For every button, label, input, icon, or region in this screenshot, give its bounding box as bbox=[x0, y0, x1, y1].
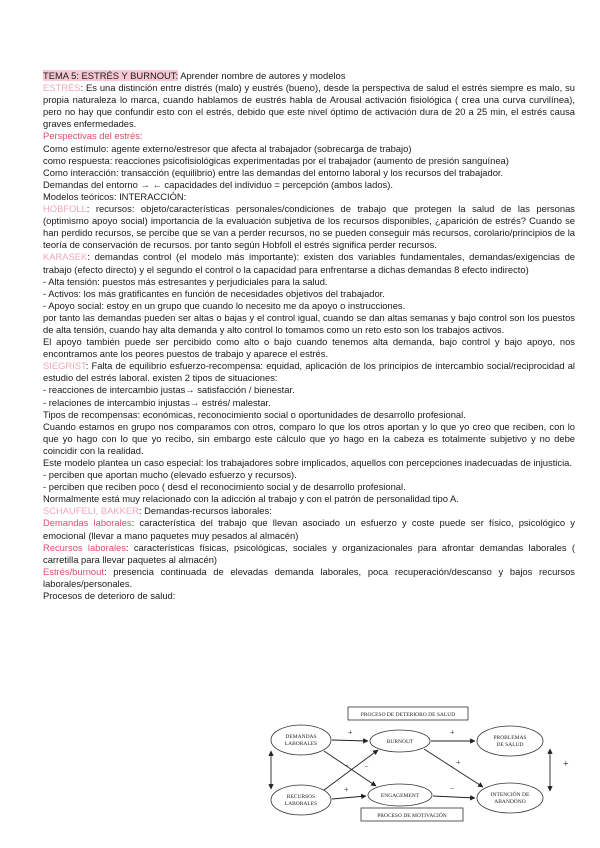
title-rest: Aprender nombre de autores y modelos bbox=[178, 70, 346, 81]
svg-text:ENGAGEMENT: ENGAGEMENT bbox=[380, 793, 420, 799]
term-schaufeli: SCHAUFELI, BAKKER bbox=[43, 505, 139, 517]
svg-text:DEMANDAS: DEMANDAS bbox=[285, 734, 317, 740]
model-item: - perciben que reciben poco ( desd el reconocimiento social y de desarrollo profesional. bbox=[43, 481, 406, 493]
stress-definition: ESTRÉS: Es una distinción entre distrés (malo) y eustrés (bueno), desde la perspectiva de salud el estrés siempre es malo, su propia naturaleza lo marca, cuando hablamos de eustrés habla de Arousal activación fisiológica ( crea una curva curvilínea), pero no hay que confundir esto con el estrés, debido que este nivel óptimo de activación dura de 20 a 25 min, el estrés causa graves enfermedades. bbox=[43, 82, 575, 130]
perspective-line: Demandas del entorno → ← capacidades del individuo = percepción (ambos lados). bbox=[43, 178, 393, 190]
schaufeli-line: SCHAUFELI, BAKKER: Demandas-recursos laborales: bbox=[43, 505, 272, 517]
model-item: - perciben que aportan mucho (elevado esfuerzo y recursos). bbox=[43, 469, 297, 481]
karasek-item: - Activos: los más gratificantes en función de necesidades objetivos del trabajador. bbox=[43, 287, 385, 299]
term-hobfoll: HOBFOLL bbox=[43, 203, 87, 215]
siegrist-item: - reacciones de intercambio justas→ satisfacción / bienestar. bbox=[43, 384, 295, 396]
svg-text:RECURSOS: RECURSOS bbox=[286, 794, 316, 800]
node-recursos bbox=[271, 785, 331, 815]
arrow-recursos-engagement bbox=[332, 796, 366, 799]
comparison-paragraph: Cuando estamos en grupo nos comparamos con otros, comparo lo que los otros aportan y lo que yo creo que reciben, con lo que yo hago con lo que yo recibo, sin embargo este cálculo que yo hago en la cabeza es totalmente subjetivo y no debe coincidir con la realidad. bbox=[43, 420, 575, 456]
term-siegrist: SIEGRIST bbox=[43, 360, 86, 372]
sign-plus: + bbox=[344, 785, 349, 794]
perspective-line: Modelos teóricos: INTERACCIÓN: bbox=[43, 190, 187, 202]
sign-minus: − bbox=[344, 761, 349, 770]
term-burnout: Estrés/burnout bbox=[43, 565, 104, 577]
node-demandas bbox=[271, 725, 331, 755]
svg-text:LABORALES: LABORALES bbox=[284, 741, 318, 747]
demandas-paragraph: Demandas laborales: característica del trabajo que llevan asociado un esfuerzo y coste puede ser físico, psicológico y emocional (llevar a mano paquetes muy pesados al almacén) bbox=[43, 517, 575, 541]
arrow-burnout-intencion bbox=[424, 749, 483, 787]
svg-text:PROBLEMAS: PROBLEMAS bbox=[493, 735, 527, 741]
svg-text:BURNOUT: BURNOUT bbox=[386, 739, 414, 745]
term-estres: ESTRÉS bbox=[43, 82, 81, 94]
siegrist-paragraph: SIEGRIST: Falta de equilibrio esfuerzo-recompensa: equidad, aplicación de los principios de intercambio social/reciprocidad al estudio del estrés laboral. existen 2 tipos de situaciones: bbox=[43, 360, 575, 384]
perspectives-heading: Perspectivas del estrés: bbox=[43, 130, 143, 142]
sign-plus: + bbox=[563, 759, 569, 770]
node-intencion bbox=[477, 783, 543, 813]
sign-plus: + bbox=[456, 758, 461, 767]
perspective-line: Como estímulo: agente externo/estresor que afecta al trabajador (sobrecarga de trabajo) bbox=[43, 142, 412, 154]
title-highlight: TEMA 5: ESTRÉS Y BURNOUT: bbox=[43, 70, 179, 81]
rewards-paragraph: Tipos de recompensas: económicas, reconocimiento social o oportunidades de desarrollo profesional. bbox=[43, 408, 466, 420]
support-paragraph: El apoyo también puede ser percibido como alto o bajo cuando tenemos alta demanda, bajo control y bajo apoyo, nos encontramos ante los peores puestos de trabajo y aparece el estrés. bbox=[43, 336, 575, 360]
processes-heading: Procesos de deterioro de salud: bbox=[43, 590, 176, 602]
karasek-paragraph: KARASEK: demandas control (el modelo más importante): existen dos variables fundamentales, demandas/exigencias de trabajo (efecto directo) y el segundo el control o la capacidad para enfrentarse a dichas demandas 8 efecto indirecto) bbox=[43, 251, 575, 275]
svg-text:ABANDONO: ABANDONO bbox=[494, 799, 526, 805]
sign-minus: − bbox=[450, 784, 455, 793]
motivation-process-label: PROCESO DE MOTIVACIÓN bbox=[377, 813, 447, 819]
jdr-model-diagram bbox=[258, 705, 588, 843]
sign-plus: + bbox=[348, 728, 353, 737]
svg-text:LABORALES: LABORALES bbox=[284, 801, 318, 807]
arrow-engagement-intencion bbox=[433, 796, 475, 798]
node-problemas bbox=[477, 726, 543, 756]
svg-text:INTENCIÓN DE: INTENCIÓN DE bbox=[490, 792, 530, 798]
term-demandas: Demandas laborales bbox=[43, 517, 132, 529]
recursos-paragraph: Recursos laborales: características físicas, psicológicas, sociales y organizacionales para afrontar demandas laborales ( carretilla para llevar paquetes al almacén) bbox=[43, 541, 575, 565]
workaholism-paragraph: Normalmente está muy relacionado con la adicción al trabajo y con el patrón de personalidad tipo A. bbox=[43, 493, 459, 505]
burnout-paragraph: Estrés/burnout: presencia continuada de elevadas demanda laborales, poca recuperación/descanso y bajos recursos laborales/personales. bbox=[43, 565, 575, 589]
term-recursos: Recursos laborales bbox=[43, 541, 126, 553]
hobfoll-paragraph: HOBFOLL: recursos: objeto/características personales/condiciones de trabajo que protegen la salud de las personas (optimismo apoyo social) importancia de la evaluación subjetiva de los recursos disponibles, ¿aparición de estrés? Cuando se han perdido recursos, se percibe que se van a perder recursos, no se pueden conseguir más recursos, corolario/principios de la teoría de conservación de recursos. por tanto según Hobfoll el estrés significa perder recursos. bbox=[43, 203, 575, 251]
siegrist-item: - relaciones de intercambio injustas→ estrés/ malestar. bbox=[43, 396, 271, 408]
term-karasek: KARASEK bbox=[43, 251, 88, 263]
document-page bbox=[43, 70, 575, 602]
health-process-label: PROCESO DE DETERIORO DE SALUD bbox=[360, 712, 456, 718]
sign-plus: + bbox=[450, 728, 455, 737]
perspective-line: como respuesta: reacciones psicofisiológicas experimentadas por el trabajador (aumento de presión sanguínea) bbox=[43, 154, 509, 166]
demand-control-paragraph: por tanto las demandas pueden ser altas o bajas y el control igual, cuando se dan altas semanas y bajo control son los puestos de alta tensión, cuando hay alta demanda y alto control lo tomamos como un reto esto son los trabajos activos. bbox=[43, 311, 575, 335]
svg-text:DE SALUD: DE SALUD bbox=[496, 742, 524, 748]
karasek-item: - Alta tensión: puestos más estresantes y perjudiciales para la salud. bbox=[43, 275, 328, 287]
arrow-demandas-burnout bbox=[332, 740, 368, 741]
perspective-line: Como interacción: transacción (equilibrio) entre las demandas del entorno laboral y los recursos del trabajador. bbox=[43, 166, 504, 178]
karasek-item: - Apoyo social: estoy en un grupo que cuando lo necesito me da apoyo o instrucciones. bbox=[43, 299, 406, 311]
sign-minus: − bbox=[364, 762, 369, 771]
model-paragraph: Este modelo plantea un caso especial: los trabajadores sobre implicados, aquellos con percepciones inadecuadas de injusticia. bbox=[43, 457, 572, 468]
title-line bbox=[43, 70, 575, 82]
